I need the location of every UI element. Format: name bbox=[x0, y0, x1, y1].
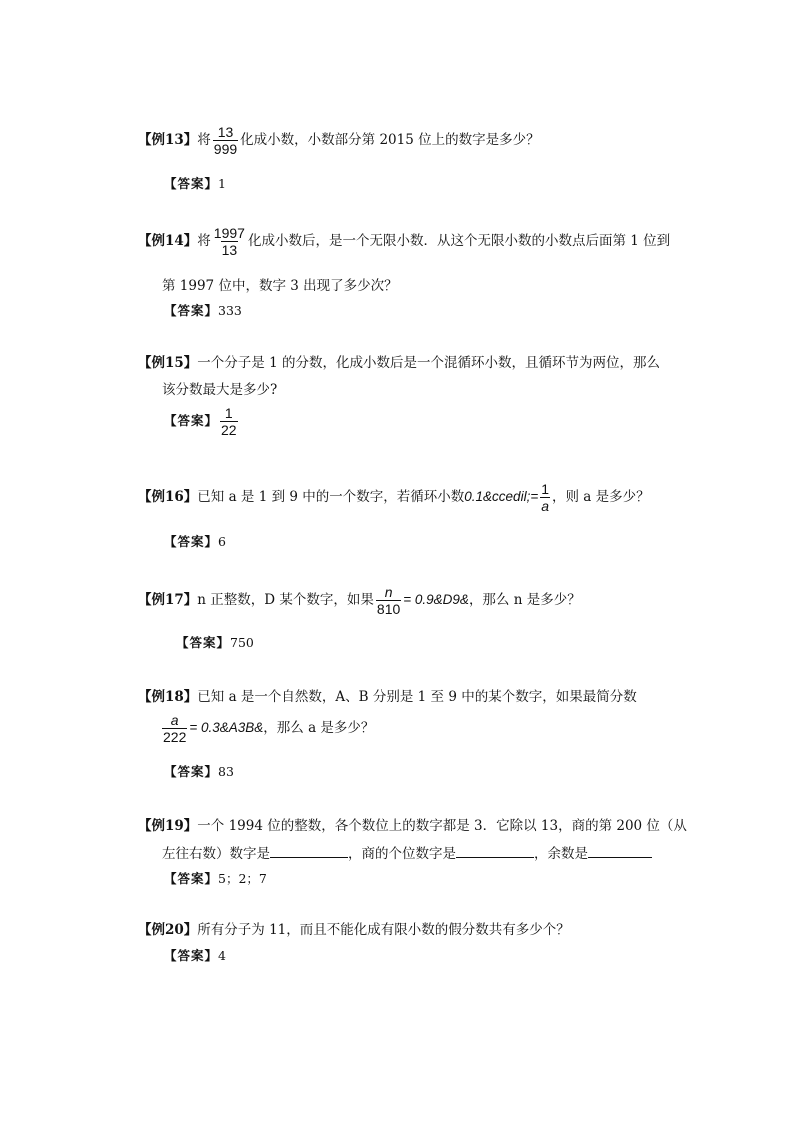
example-20: 【例20】所有分子为 11，而且不能化成有限小数的假分数共有多少个？ bbox=[138, 922, 570, 938]
answer-15: 【答案】 $\frac{1}{22}$ bbox=[164, 405, 237, 438]
answer-16: 【答案】6 bbox=[164, 534, 226, 549]
example-14: 【例14】将 $\frac{1997}{13}$ 化成小数后，是一个无限小数．从这个无限小数的小数点后面第 1 位到 bbox=[138, 225, 671, 258]
repeating-decimal: = 0.3&A3B& bbox=[189, 720, 264, 735]
fill-blank[interactable] bbox=[270, 845, 348, 858]
example-16: 【例16】已知 a 是 1 到 9 中的一个数字，若循环小数0.1&ccedil;= $\frac{1}{a}$ ，则 a 是多少？ bbox=[138, 481, 650, 514]
answer-19: 【答案】5；2；7 bbox=[164, 871, 267, 886]
answer-20: 【答案】4 bbox=[164, 948, 226, 963]
answer-18: 【答案】83 bbox=[164, 764, 234, 779]
example-17: 【例17】n 正整数，D 某个数字，如果 $\frac{n}{810}$ = 0.9&D9&，那么 n 是多少？ bbox=[138, 584, 581, 617]
example-label: 【例13】 bbox=[138, 132, 198, 148]
fraction: $\frac{1997}{13}$ bbox=[213, 225, 245, 258]
repeating-decimal: = 0.9&D9& bbox=[403, 592, 469, 607]
example-label: 【例20】 bbox=[138, 922, 198, 938]
fraction: $\frac{a}{222}$ bbox=[163, 712, 187, 745]
example-15: 【例15】一个分子是 1 的分数，化成小数后是一个混循环小数，且循环节为两位，那么 bbox=[138, 355, 660, 371]
fraction: $\frac{1}{a}$ bbox=[541, 481, 549, 514]
answer-13: 【答案】1 bbox=[164, 176, 226, 191]
example-label: 【例18】 bbox=[138, 689, 198, 705]
repeating-decimal: 0.1&ccedil;= bbox=[464, 489, 539, 504]
example-18: 【例18】已知 a 是一个自然数，A、B 分别是 1 至 9 中的某个数字，如果最简分数 bbox=[138, 689, 637, 705]
example-13: 【例13】将 $\frac{13}{999}$ 化成小数，小数部分第 2015 位上的数字是多少？ bbox=[138, 124, 540, 157]
answer-14: 【答案】333 bbox=[164, 303, 242, 318]
example-label: 【例19】 bbox=[138, 818, 198, 834]
example-18-line2: $\frac{a}{222}$ = 0.3&A3B&，那么 a 是多少？ bbox=[163, 712, 375, 745]
example-19: 【例19】一个 1994 位的整数，各个数位上的数字都是 3．它除以 13，商的第 200 位（从 bbox=[138, 818, 687, 834]
answer-17: 【答案】750 bbox=[176, 635, 254, 650]
fill-blank[interactable] bbox=[588, 845, 652, 858]
example-label: 【例16】 bbox=[138, 489, 198, 505]
example-19-line2: 左往右数）数字是 ，商的个位数字是 ，余数是 bbox=[162, 842, 652, 862]
example-label: 【例17】 bbox=[138, 592, 198, 608]
example-label: 【例14】 bbox=[138, 233, 198, 249]
example-14-line2: 第 1997 位中，数字 3 出现了多少次？ bbox=[162, 278, 398, 294]
fraction: $\frac{13}{999}$ bbox=[213, 124, 238, 157]
example-15-line2: 该分数最大是多少? bbox=[162, 382, 278, 398]
example-label: 【例15】 bbox=[138, 355, 198, 371]
fill-blank[interactable] bbox=[456, 845, 534, 858]
fraction: $\frac{n}{810}$ bbox=[376, 584, 401, 617]
fraction: $\frac{1}{22}$ bbox=[221, 405, 237, 438]
